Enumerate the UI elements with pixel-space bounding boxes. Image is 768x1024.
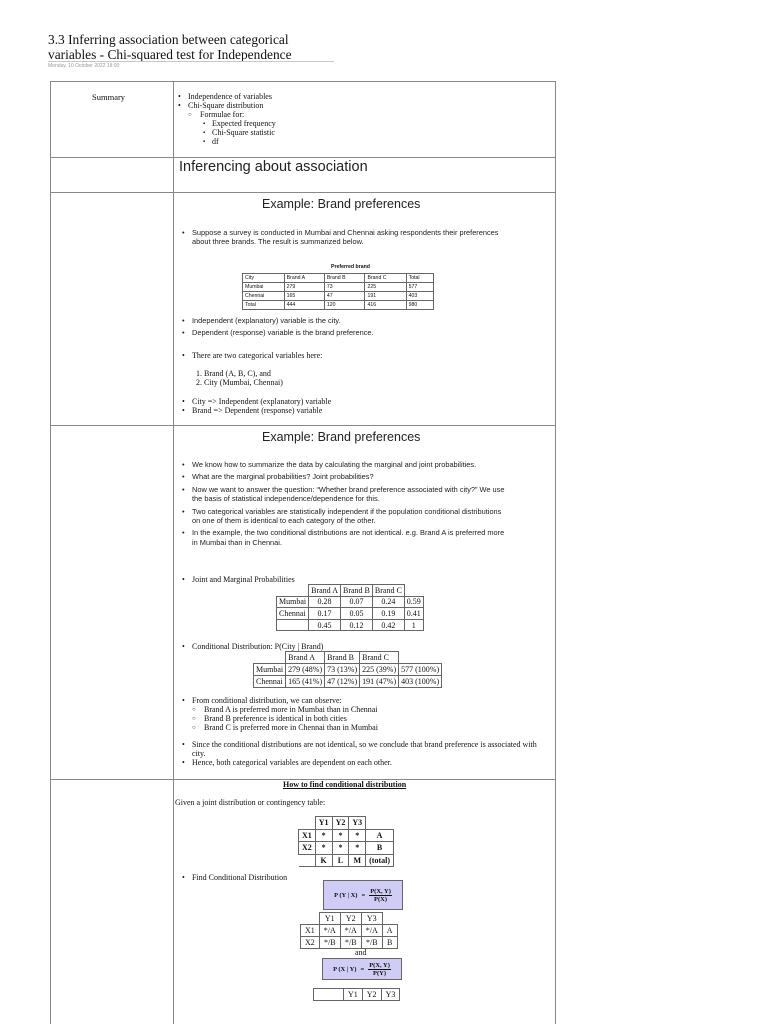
slide-title: Example: Brand preferences [262, 430, 421, 444]
table-cell: 0.42 [372, 619, 404, 631]
formula-denominator: P(Y) [373, 969, 387, 977]
table-cell: Brand B [325, 652, 360, 664]
list-item: • Since the conditional distributions are not identical, so we conclude that brand preference is associated with city. [180, 740, 550, 758]
notes-list [180, 575, 295, 584]
formula-denominator: P(X) [374, 895, 388, 903]
table-cell: 47 (12%) [325, 676, 360, 688]
table-cell: Mumbai [243, 283, 285, 292]
given-text: Given a joint distribution or contingency table: [175, 798, 326, 807]
table-cell: 0.24 [372, 596, 404, 608]
conditional-given-y-table [313, 988, 400, 1001]
table-cell: */A [319, 925, 340, 937]
list-item: • In the example, the two conditional distributions are not identical. e.g. Brand A is preferred more in Mumbai than in Chennai. [180, 528, 510, 547]
table-cell: 1 [404, 619, 423, 631]
notes-list [180, 642, 323, 651]
section-heading: How to find conditional distribution [283, 780, 407, 789]
slide-bullets [180, 316, 540, 341]
table-cell: 0.12 [341, 619, 373, 631]
table-cell [399, 652, 442, 664]
table-cell: Mumbai [277, 596, 309, 608]
contingency-table [298, 816, 394, 867]
table-cell: * [349, 842, 366, 855]
list-item: • Chi-Square distribution [176, 101, 276, 110]
table-cell: * [332, 829, 349, 842]
table-cell: Y3 [361, 913, 382, 925]
list-item: • Hence, both categorical variables are dependent on each other. [180, 758, 550, 767]
table-header-row [314, 989, 400, 1001]
table-row [243, 283, 434, 292]
table-cell: 980 [406, 301, 433, 310]
formula-numerator: P(X, Y) [370, 887, 391, 895]
table-cell: 0.45 [309, 619, 341, 631]
table-cell: (total) [366, 854, 394, 867]
table-cell: 73 (13%) [325, 664, 360, 676]
notes-list [180, 740, 550, 767]
table-cell: Brand C [372, 585, 404, 597]
table-cell [366, 817, 394, 830]
table-cell: 279 [284, 283, 324, 292]
formula-fraction [369, 888, 392, 903]
table-cell: * [315, 829, 332, 842]
table-cell: * [315, 842, 332, 855]
table-cell: */B [361, 937, 382, 949]
table-cell [254, 652, 286, 664]
table-row [299, 842, 394, 855]
table-cell: Brand C [360, 652, 399, 664]
table-cell: 403 (100%) [399, 676, 442, 688]
notes-table [50, 81, 556, 1024]
table-cell: 120 [324, 301, 365, 310]
row-divider [50, 192, 556, 193]
formula-eq: = [361, 891, 366, 899]
table-cell: 0.19 [372, 608, 404, 620]
table-cell: 225 (39%) [360, 664, 399, 676]
table-cell: 73 [324, 283, 365, 292]
table-header-row [243, 274, 434, 283]
table-cell: 0.17 [309, 608, 341, 620]
list-item: • Conditional Distribution: P(City | Brand) [180, 642, 323, 651]
table-row [277, 619, 424, 631]
table-cell: 165 [284, 292, 324, 301]
table-cell: Y2 [332, 817, 349, 830]
formula-fraction [368, 962, 391, 977]
brand-count-table [242, 273, 434, 310]
notes-list [180, 397, 331, 415]
page-date: Monday, 10 October 2022 18:00 [48, 63, 120, 69]
table-cell: B [366, 842, 394, 855]
title-divider [48, 61, 334, 62]
table-cell [301, 913, 320, 925]
joint-probability-table [276, 584, 424, 631]
table-row [243, 292, 434, 301]
table-cell: 416 [365, 301, 406, 310]
table-cell: Total [243, 301, 285, 310]
table-row [254, 652, 442, 664]
table-cell: Y1 [315, 817, 332, 830]
formula-lhs: P (Y | X) [334, 891, 358, 899]
table-header-cell: Y1 [344, 989, 363, 1001]
table-cell: Y1 [319, 913, 340, 925]
table-cell [277, 619, 309, 631]
table-header-cell: Brand B [324, 274, 365, 283]
section-heading: Inferencing about association [179, 159, 368, 175]
table-cell: X1 [301, 925, 320, 937]
table-header-cell: Brand A [284, 274, 324, 283]
list-item: 2. City (Mumbai, Chennai) [196, 378, 283, 387]
slide-bullets [180, 228, 510, 250]
table-row [301, 937, 398, 949]
and-text: and [355, 948, 367, 957]
notes-list [180, 351, 322, 360]
table-cell: M [349, 854, 366, 867]
notes-list [180, 696, 378, 732]
formula-x-given-y [322, 958, 402, 980]
table-cell: */B [319, 937, 340, 949]
table-cell: * [349, 829, 366, 842]
list-item: • Brand => Dependent (response) variable [180, 406, 331, 415]
table-cell: */A [361, 925, 382, 937]
table-cell: 0.07 [341, 596, 373, 608]
table-cell: K [315, 854, 332, 867]
list-item: • Joint and Marginal Probabilities [180, 575, 295, 584]
table-cell: Brand A [286, 652, 325, 664]
table-cell: 279 (48%) [286, 664, 325, 676]
row-divider [50, 425, 556, 426]
table-row [254, 664, 442, 676]
list-item: ▪ Chi-Square statistic [176, 128, 276, 137]
table-cell: B [382, 937, 397, 949]
list-item: • City => Independent (explanatory) variable [180, 397, 331, 406]
formula-lhs: P (X | Y) [333, 965, 357, 973]
table-cell: A [382, 925, 397, 937]
table-cell: */B [340, 937, 361, 949]
table-cell: 47 [324, 292, 365, 301]
table-cell: Brand B [341, 585, 373, 597]
table-cell: Chennai [254, 676, 286, 688]
column-divider [173, 81, 174, 1024]
table-cell: 577 (100%) [399, 664, 442, 676]
table-row [299, 854, 394, 867]
list-item: • Find Conditional Distribution [180, 873, 287, 882]
table-cell: X2 [301, 937, 320, 949]
slide-bullets [180, 460, 510, 550]
list-item: • Suppose a survey is conducted in Mumbai and Chennai asking respondents their preferences about three brands. The result is summarized below. [180, 228, 510, 247]
list-item: 1. Brand (A, B, C), and [196, 369, 271, 378]
table-cell: 225 [365, 283, 406, 292]
list-item: • Two categorical variables are statistically independent if the population conditional distributions on one of them is identical to each category of the other. [180, 507, 510, 526]
table-cell: 0.41 [404, 608, 423, 620]
list-item: • We know how to summarize the data by calculating the marginal and joint probabilities. [180, 460, 510, 469]
table-cell: 403 [406, 292, 433, 301]
summary-label: Summary [92, 92, 126, 102]
table-cell: Chennai [243, 292, 285, 301]
list-item: • Dependent (response) variable is the brand preference. [180, 328, 540, 337]
list-item: • From conditional distribution, we can observe: [180, 696, 378, 705]
table-cell: * [332, 842, 349, 855]
numbered-list [188, 369, 283, 387]
table-header-cell: Y3 [381, 989, 400, 1001]
table-cell: 444 [284, 301, 324, 310]
table-cell: A [366, 829, 394, 842]
table-cell: Chennai [277, 608, 309, 620]
formula-numerator: P(X, Y) [369, 961, 390, 969]
table-header-cell: Brand C [365, 274, 406, 283]
row-divider [50, 157, 556, 158]
table-row [277, 585, 424, 597]
list-item: ▪ df [176, 137, 276, 146]
table-cell [299, 817, 316, 830]
table-cell: 0.28 [309, 596, 341, 608]
formula-y-given-x [323, 880, 403, 910]
page-title: 3.3 Inferring association between categorical variables - Chi-squared test for Independence [48, 32, 292, 62]
table-cell: Y3 [349, 817, 366, 830]
table-header-cell: Y2 [362, 989, 381, 1001]
slide-title: Example: Brand preferences [262, 197, 421, 211]
list-item: ○ Brand B preference is identical in both cities [180, 714, 378, 723]
list-item: ○ Brand C is preferred more in Chennai than in Mumbai [180, 723, 378, 732]
list-item: ▪ Expected frequency [176, 119, 276, 128]
table-cell: 0.05 [341, 608, 373, 620]
table-cell: 165 (41%) [286, 676, 325, 688]
formula-eq: = [360, 965, 365, 973]
table-cell [382, 913, 397, 925]
table-cell: L [332, 854, 349, 867]
table-row [301, 925, 398, 937]
table-row [299, 817, 394, 830]
summary-list [176, 92, 276, 146]
list-item: • There are two categorical variables here: [180, 351, 322, 360]
table-cell [277, 585, 309, 597]
table-cell: */A [340, 925, 361, 937]
table-row [254, 676, 442, 688]
notes-list [180, 873, 287, 882]
table-cell: Mumbai [254, 664, 286, 676]
list-item: • Independence of variables [176, 92, 276, 101]
table-cell: 191 [365, 292, 406, 301]
table-cell: 0.59 [404, 596, 423, 608]
table-cell: 191 (47%) [360, 676, 399, 688]
table-header-cell [314, 989, 344, 1001]
list-item: • Now we want to answer the question: “Whether brand preference associated with city?” We use the basis of statistical independence/dependence for this. [180, 485, 510, 504]
table-cell: Brand A [309, 585, 341, 597]
table-header-cell: City [243, 274, 285, 283]
table-row [243, 301, 434, 310]
table-caption: Preferred brand [331, 264, 370, 270]
list-item: • Independent (explanatory) variable is the city. [180, 316, 540, 325]
list-item: • What are the marginal probabilities? Joint probabilities? [180, 472, 510, 481]
list-item: ○ Formulae for: [176, 110, 276, 119]
table-cell [404, 585, 423, 597]
table-cell: X2 [299, 842, 316, 855]
table-row [277, 608, 424, 620]
table-cell [299, 854, 316, 867]
table-cell: 577 [406, 283, 433, 292]
table-row [299, 829, 394, 842]
table-row [277, 596, 424, 608]
table-cell: Y2 [340, 913, 361, 925]
list-item: ○ Brand A is preferred more in Mumbai than in Chennai [180, 705, 378, 714]
table-row [301, 913, 398, 925]
conditional-given-x-table [300, 912, 398, 949]
table-header-cell: Total [406, 274, 433, 283]
table-cell: X1 [299, 829, 316, 842]
conditional-distribution-table [253, 651, 442, 688]
